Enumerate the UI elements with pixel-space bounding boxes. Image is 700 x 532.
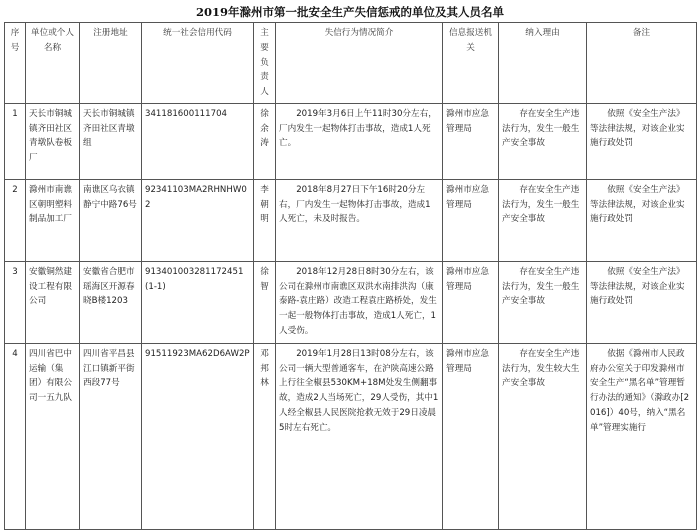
cell-unit: 滁州市南谯区朝明塑料制品加工厂 [26, 179, 80, 261]
cell-seq: 2 [5, 179, 26, 261]
header-code: 统一社会信用代码 [142, 23, 254, 104]
cell-seq: 1 [5, 103, 26, 179]
cell-person: 李朝明 [254, 179, 276, 261]
header-person: 主要负责人 [254, 23, 276, 104]
cell-address: 天长市铜城镇齐田社区青墩组 [80, 103, 142, 179]
cell-code: 92341103MA2RHNHW02 [142, 179, 254, 261]
cell-behavior: 2019年3月6日上午11时30分左右，厂内发生一起物体打击事故，造成1人死亡。 [276, 103, 443, 179]
cell-person: 徐余涛 [254, 103, 276, 179]
cell-behavior: 2018年8月27日下午16时20分左右，厂内发生一起物体打击事故，造成1人死亡，未及时报告。 [276, 179, 443, 261]
header-remark: 备注 [587, 23, 697, 104]
header-unit: 单位或个人名称 [26, 23, 80, 104]
cell-agency: 滁州市应急管理局 [443, 179, 499, 261]
table-row [5, 103, 697, 179]
cell-unit: 四川省巴中运输（集团）有限公司一五九队 [26, 343, 80, 529]
cell-behavior: 2019年1月28日13时08分左右，该公司一辆大型普通客车，在沪陕高速公路上行往全椒县530KM+18M处发生侧翻事故，造成2人当场死亡，29人受伤，其中1人经全椒县人民医院抢救无效于29日凌晨5时左右死亡。 [276, 343, 443, 529]
page-title: 2019年滁州市第一批安全生产失信惩戒的单位及其人员名单 [195, 5, 504, 19]
cell-code: 91511923MA62D6AW2P [142, 343, 254, 529]
cell-address: 四川省平昌县江口镇新平街西段77号 [80, 343, 142, 529]
cell-code: 341181600111704 [142, 103, 254, 179]
header-behavior: 失信行为情况简介 [276, 23, 443, 104]
cell-remark: 依照《安全生产法》等法律法规，对该企业实施行政处罚 [587, 261, 697, 343]
cell-reason: 存在安全生产违法行为，发生一般生产安全事故 [499, 103, 587, 179]
cell-reason: 存在安全生产违法行为，发生较大生产安全事故 [499, 343, 587, 529]
cell-agency: 滁州市应急管理局 [443, 261, 499, 343]
header-address: 注册地址 [80, 23, 142, 104]
cell-agency: 滁州市应急管理局 [443, 343, 499, 529]
cell-person: 邓邦林 [254, 343, 276, 529]
header-agency: 信息报送机关 [443, 23, 499, 104]
cell-remark: 依照《安全生产法》等法律法规，对该企业实施行政处罚 [587, 103, 697, 179]
table-row [5, 343, 697, 529]
table-row [5, 179, 697, 261]
cell-behavior: 2018年12月28日8时30分左右，该公司在滁州市南谯区双洪水南排洪沟（康泰路-袁庄路）改造工程袁庄路桥处，发生一起一般物体打击事故，造成1人死亡，1人受伤。 [276, 261, 443, 343]
table-header-row [5, 23, 697, 104]
cell-unit: 天长市铜城镇齐田社区青墩队卷板厂 [26, 103, 80, 179]
cell-code: 913401003281172451 (1-1) [142, 261, 254, 343]
cell-reason: 存在安全生产违法行为，发生一般生产安全事故 [499, 261, 587, 343]
header-seq: 序号 [5, 23, 26, 104]
header-reason: 纳入理由 [499, 23, 587, 104]
cell-unit: 安徽铜然建设工程有限公司 [26, 261, 80, 343]
cell-address: 安徽省合肥市瑶海区开源春晓B楼1203 [80, 261, 142, 343]
cell-person: 徐智 [254, 261, 276, 343]
cell-reason: 存在安全生产违法行为，发生一般生产安全事故 [499, 179, 587, 261]
cell-seq: 3 [5, 261, 26, 343]
cell-seq: 4 [5, 343, 26, 529]
blacklist-table [4, 22, 697, 530]
cell-remark: 依据《滁州市人民政府办公室关于印发滁州市安全生产“黑名单”管理暂行办法的通知》（滁政办[2016]）40号，纳入“黑名单”管理实施行 [587, 343, 697, 529]
cell-agency: 滁州市应急管理局 [443, 103, 499, 179]
table-row [5, 261, 697, 343]
cell-address: 南谯区乌衣镇静宁中路76号 [80, 179, 142, 261]
cell-remark: 依照《安全生产法》等法律法规，对该企业实施行政处罚 [587, 179, 697, 261]
